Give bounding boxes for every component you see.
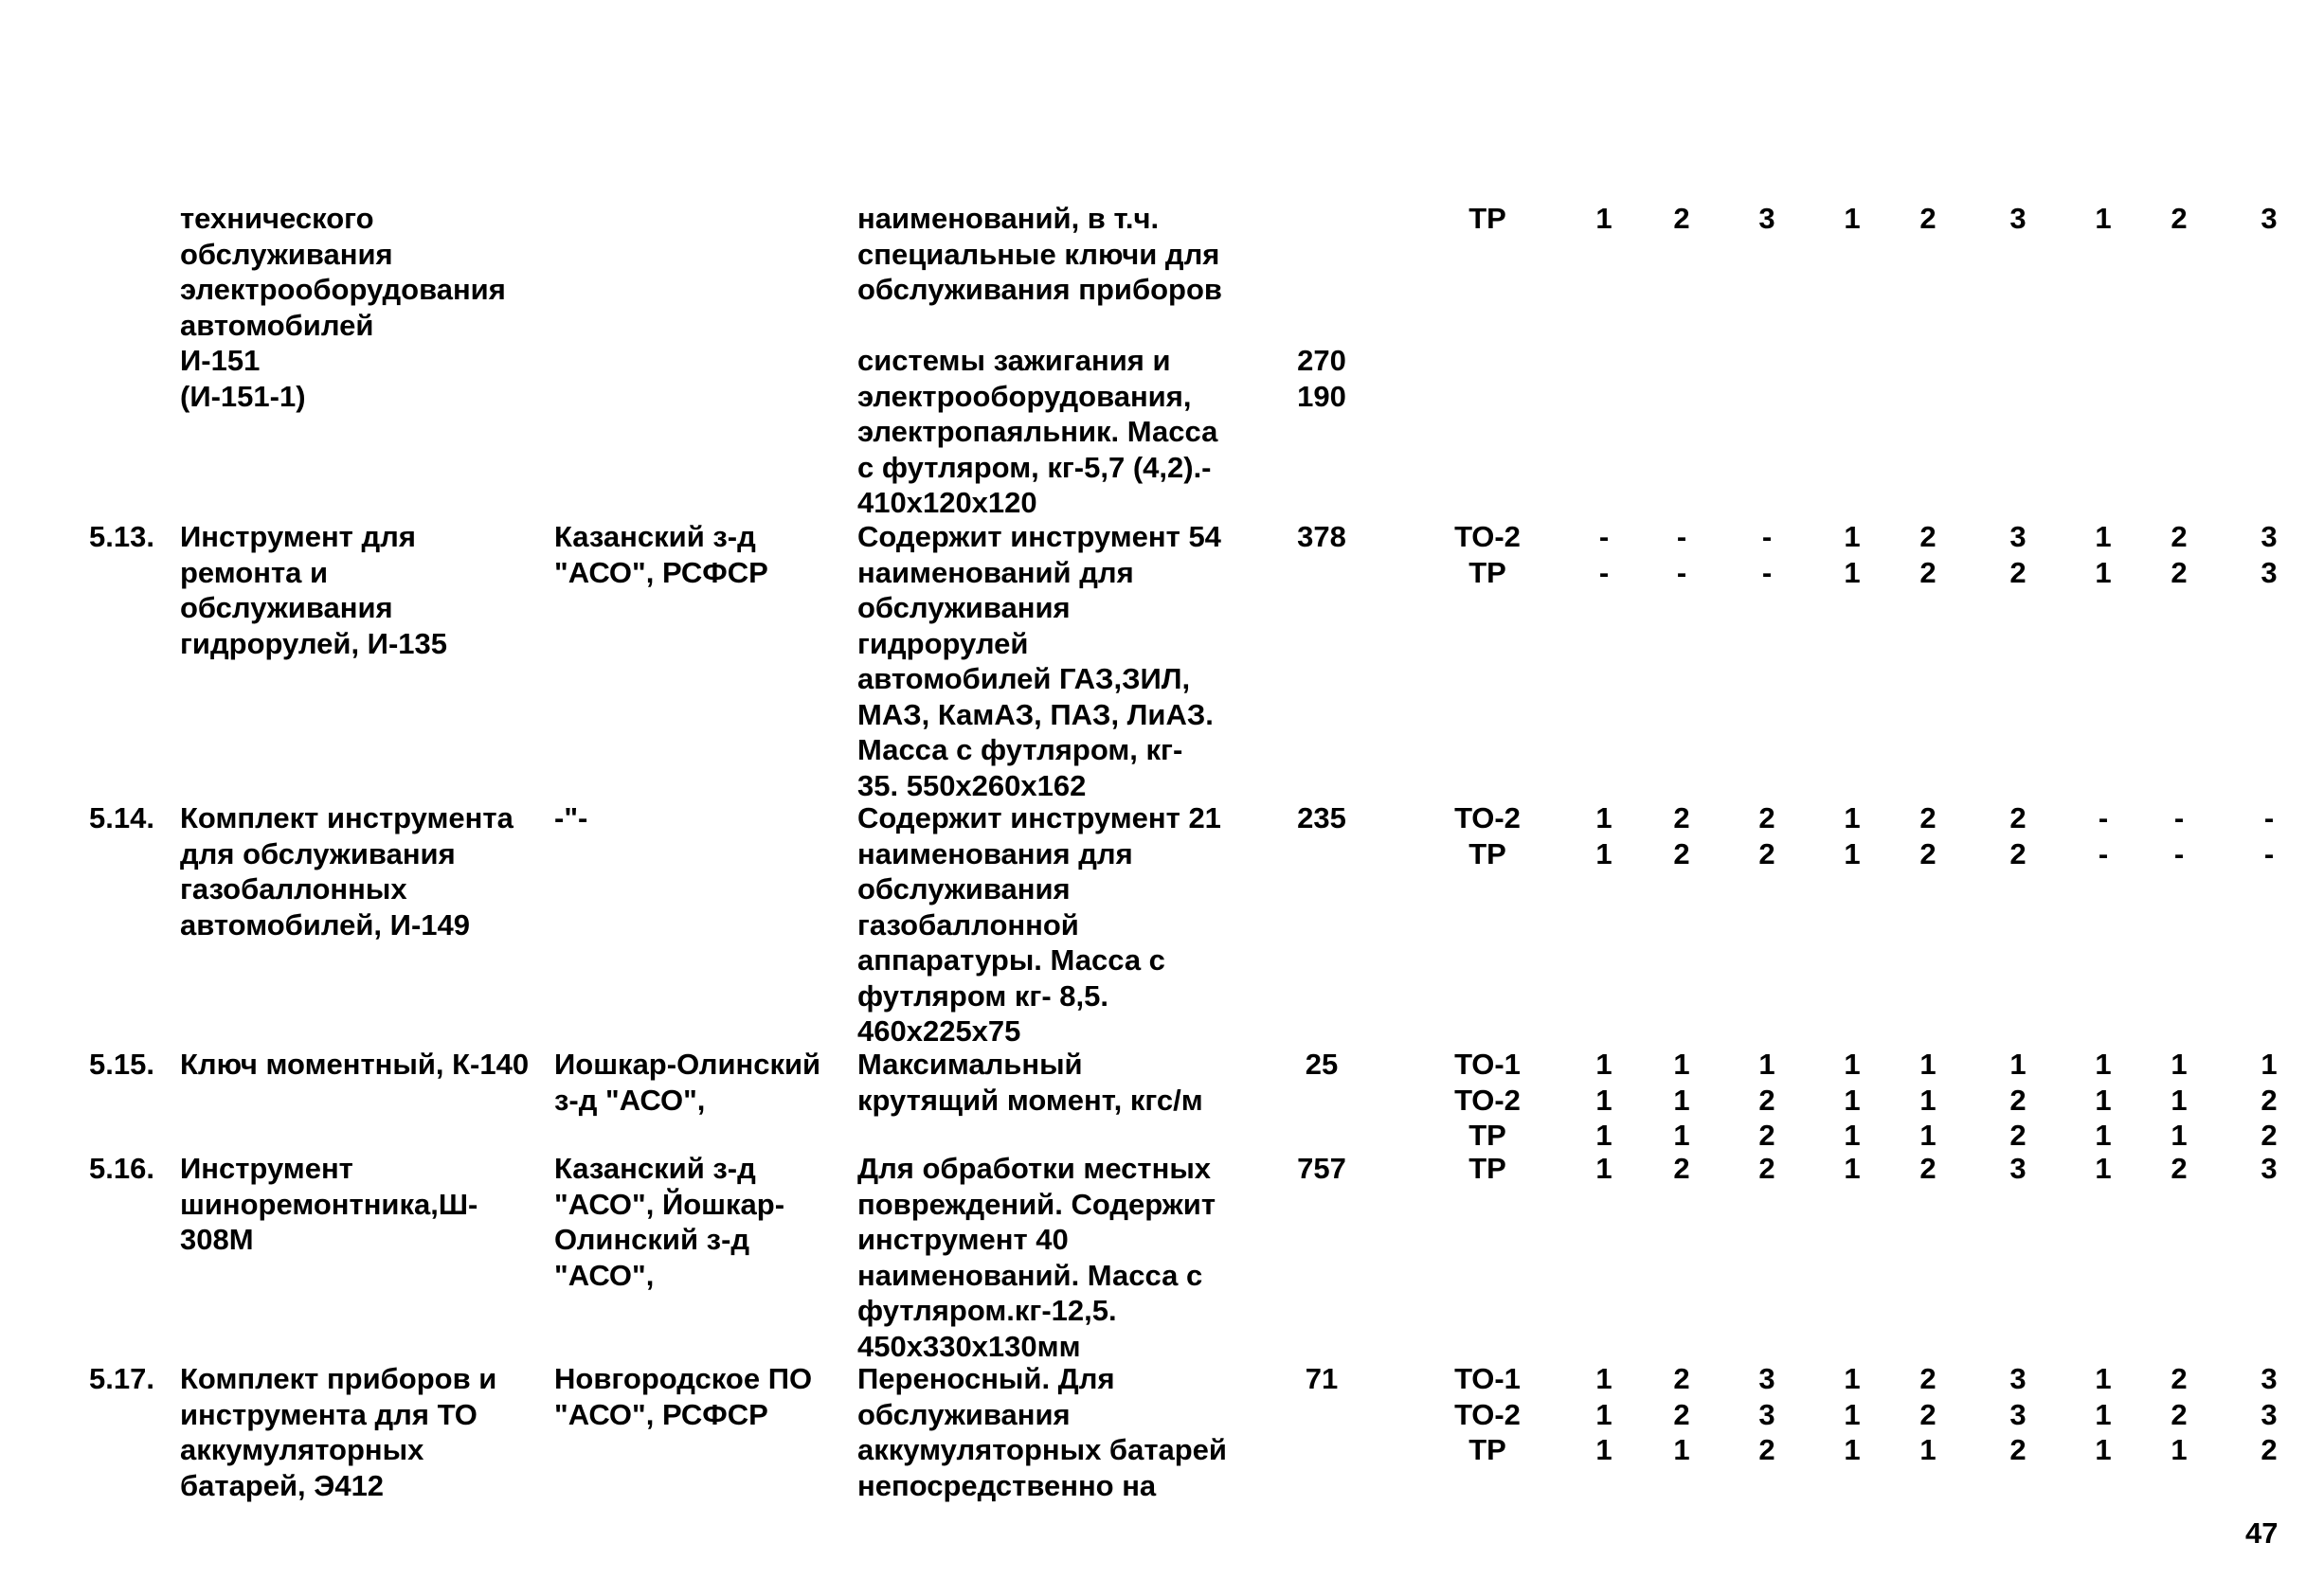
price-line: 25 bbox=[1305, 1048, 1339, 1081]
item-number: 5.15. bbox=[89, 1048, 154, 1081]
quantity-cell: 2 bbox=[1758, 1119, 1775, 1152]
quantity-cell: 1 bbox=[2171, 1083, 2188, 1117]
description bbox=[857, 201, 1222, 521]
quantity-cell: 1 bbox=[1844, 1119, 1861, 1152]
service-type-line: ТР bbox=[1468, 1152, 1506, 1185]
description-line: наименований для bbox=[857, 555, 1134, 589]
description-line: 410х120х120 bbox=[857, 486, 1037, 519]
quantity-cell: - bbox=[2263, 836, 2275, 870]
service-type-line: ТР bbox=[1468, 1119, 1506, 1152]
description-line: Максимальный bbox=[857, 1048, 1083, 1081]
description-line: футляром кг- 8,5. bbox=[857, 978, 1108, 1013]
quantity-cell: 1 bbox=[2261, 1048, 2278, 1081]
quantity-cell: 3 bbox=[1758, 1362, 1775, 1395]
service-type bbox=[1431, 800, 1544, 871]
quantity-cell: 2 bbox=[2009, 1083, 2027, 1117]
quantity-cell: 3 bbox=[1758, 202, 1775, 235]
quantity-cell: 2 bbox=[1919, 555, 1937, 589]
quantity-cell: 2 bbox=[1919, 1152, 1937, 1185]
description-line: Для обработки местных bbox=[857, 1152, 1212, 1185]
manufacturer-line: Казанский з-д bbox=[554, 520, 756, 553]
description-line: крутящий момент, кгс/м bbox=[857, 1083, 1203, 1117]
service-type bbox=[1431, 519, 1544, 590]
manufacturer-line: "АСО", bbox=[554, 1258, 655, 1292]
quantity-cell: 3 bbox=[2261, 520, 2278, 553]
quantity-cell: 1 bbox=[1673, 1048, 1690, 1081]
quantity-cell: 2 bbox=[1758, 836, 1775, 870]
quantity-cell: 1 bbox=[2095, 1362, 2112, 1395]
quantity-cell: 3 bbox=[2009, 1362, 2027, 1395]
item-name-line: автомобилей, И-149 bbox=[180, 907, 470, 941]
quantity-cell: 1 bbox=[1844, 520, 1861, 553]
quantity-cell: 1 bbox=[2095, 1083, 2112, 1117]
description-line: специальные ключи для bbox=[857, 237, 1220, 271]
description-line: автомобилей ГАЗ,ЗИЛ, bbox=[857, 662, 1191, 695]
item-name-line: обслуживания bbox=[180, 591, 393, 624]
item-name-line: Комплект приборов и bbox=[180, 1362, 497, 1395]
quantity-cell: 2 bbox=[2171, 1152, 2188, 1185]
quantity-cell: 2 bbox=[2171, 1397, 2188, 1431]
description-line: наименования для bbox=[857, 836, 1133, 870]
service-type-line: ТО-2 bbox=[1454, 801, 1521, 834]
service-type-line: ТР bbox=[1468, 1433, 1506, 1466]
price-line: 190 bbox=[1297, 379, 1346, 413]
description-line: электропаяльник. Масса bbox=[857, 415, 1218, 448]
page-number: 47 bbox=[2245, 1516, 2279, 1550]
description-line: 450х330х130мм bbox=[857, 1329, 1081, 1363]
item-name-line: Ключ моментный, К-140 bbox=[180, 1048, 530, 1081]
quantity-cell: 1 bbox=[2095, 1433, 2112, 1466]
quantity-cell: 2 bbox=[1673, 1152, 1690, 1185]
quantity-cell: 1 bbox=[1673, 1083, 1690, 1117]
item-name bbox=[180, 201, 506, 414]
quantity-cell: 1 bbox=[2095, 1397, 2112, 1431]
quantity-cell: 2 bbox=[1673, 836, 1690, 870]
quantity-cell: - bbox=[1676, 520, 1687, 553]
item-name-line: (И-151-1) bbox=[180, 379, 306, 413]
service-type-line: ТО-2 bbox=[1454, 520, 1521, 553]
description-line: с футляром, кг-5,7 (4,2).- bbox=[857, 450, 1212, 484]
description-line: наименований, в т.ч. bbox=[857, 202, 1160, 235]
manufacturer bbox=[554, 1361, 812, 1432]
manufacturer bbox=[554, 800, 587, 836]
quantity-cell: 1 bbox=[1595, 202, 1612, 235]
quantity-cell: 2 bbox=[2009, 1119, 2027, 1152]
price-line: 235 bbox=[1297, 801, 1346, 834]
service-type-line: ТО-2 bbox=[1454, 1397, 1521, 1431]
description-line: 460х225х75 bbox=[857, 1014, 1021, 1048]
quantity-cell: 2 bbox=[1758, 1152, 1775, 1185]
service-type-line: ТР bbox=[1468, 202, 1506, 235]
quantity-cell: 1 bbox=[1595, 1048, 1612, 1081]
manufacturer-line: "АСО", РСФСР bbox=[554, 1397, 768, 1431]
description-line: Переносный. Для bbox=[857, 1362, 1115, 1395]
description bbox=[857, 1151, 1216, 1364]
description-line: электрооборудования, bbox=[857, 379, 1192, 413]
price-line bbox=[1293, 272, 1350, 308]
price bbox=[1293, 1047, 1350, 1083]
quantity-cell: 1 bbox=[1844, 836, 1861, 870]
manufacturer bbox=[554, 1151, 784, 1293]
quantity-cell: - bbox=[2173, 836, 2185, 870]
quantity-cell: 2 bbox=[2261, 1083, 2278, 1117]
service-type-line: ТР bbox=[1468, 555, 1506, 589]
service-type bbox=[1431, 1047, 1544, 1154]
description-line: 35. 550х260х162 bbox=[857, 768, 1087, 802]
quantity-cell: 2 bbox=[2171, 555, 2188, 589]
description-line: непосредственно на bbox=[857, 1468, 1157, 1502]
quantity-cell: 1 bbox=[1844, 801, 1861, 834]
price-line bbox=[1293, 237, 1350, 273]
quantity-cell: 1 bbox=[1844, 1048, 1861, 1081]
service-type bbox=[1431, 1151, 1544, 1187]
item-name-line: газобаллонных bbox=[180, 872, 407, 906]
service-type bbox=[1431, 1361, 1544, 1468]
item-name-line: для обслуживания bbox=[180, 836, 456, 870]
quantity-cell: 3 bbox=[1758, 1397, 1775, 1431]
quantity-cell: 3 bbox=[2261, 1362, 2278, 1395]
quantity-cell: 3 bbox=[2261, 202, 2278, 235]
item-name-line: обслуживания bbox=[180, 237, 393, 271]
quantity-cell: 1 bbox=[1919, 1119, 1937, 1152]
quantity-cell: 2 bbox=[2171, 202, 2188, 235]
quantity-cell: - bbox=[1598, 520, 1610, 553]
manufacturer-line: Новгородское ПО bbox=[554, 1362, 813, 1395]
item-number: 5.13. bbox=[89, 520, 154, 553]
manufacturer bbox=[554, 519, 768, 590]
quantity-cell: 1 bbox=[1595, 1152, 1612, 1185]
description bbox=[857, 800, 1221, 1049]
quantity-cell: 1 bbox=[1673, 1433, 1690, 1466]
quantity-cell: 3 bbox=[2261, 1152, 2278, 1185]
item-number: 5.17. bbox=[89, 1362, 154, 1395]
quantity-cell: 3 bbox=[2261, 555, 2278, 589]
quantity-cell: 1 bbox=[2095, 555, 2112, 589]
quantity-cell: 2 bbox=[1919, 836, 1937, 870]
description-line: повреждений. Содержит bbox=[857, 1187, 1216, 1221]
quantity-cell: 2 bbox=[2009, 801, 2027, 834]
quantity-cell: 1 bbox=[2095, 1048, 2112, 1081]
quantity-cell: 3 bbox=[2261, 1397, 2278, 1431]
description-line: обслуживания bbox=[857, 872, 1071, 906]
quantity-cell: 2 bbox=[2171, 520, 2188, 553]
quantity-cell: 1 bbox=[2171, 1433, 2188, 1466]
description-line bbox=[857, 308, 1222, 344]
quantity-cell: 1 bbox=[1595, 836, 1612, 870]
quantity-cell: 1 bbox=[2095, 202, 2112, 235]
item-name bbox=[180, 800, 513, 942]
quantity-cell: 2 bbox=[2009, 555, 2027, 589]
quantity-cell: 1 bbox=[1844, 1433, 1861, 1466]
description-line: Содержит инструмент 54 bbox=[857, 520, 1221, 553]
quantity-cell: 1 bbox=[1758, 1048, 1775, 1081]
quantity-cell: 1 bbox=[1844, 1397, 1861, 1431]
item-name-line: технического bbox=[180, 202, 374, 235]
description-line: обслуживания приборов bbox=[857, 273, 1222, 306]
quantity-cell: 3 bbox=[2009, 1152, 2027, 1185]
service-type-line: ТО-2 bbox=[1454, 1083, 1521, 1117]
description bbox=[857, 1047, 1203, 1118]
description-line: газобаллонной bbox=[857, 907, 1079, 941]
quantity-cell: 2 bbox=[2171, 1362, 2188, 1395]
quantity-cell: 1 bbox=[1844, 1152, 1861, 1185]
manufacturer-line: "АСО", Йошкар- bbox=[554, 1187, 785, 1221]
quantity-cell: - bbox=[2098, 836, 2109, 870]
item-name-line: гидрорулей, И-135 bbox=[180, 626, 448, 660]
quantity-cell: 3 bbox=[2009, 1397, 2027, 1431]
item-name-line: Инструмент для bbox=[180, 520, 416, 553]
manufacturer-line: "АСО", РСФСР bbox=[554, 555, 768, 589]
quantity-cell: 2 bbox=[1919, 1362, 1937, 1395]
quantity-cell: 3 bbox=[2009, 202, 2027, 235]
quantity-cell: 1 bbox=[2095, 1152, 2112, 1185]
item-name-line: 308М bbox=[180, 1223, 254, 1256]
description-line: обслуживания bbox=[857, 591, 1071, 624]
quantity-cell: 1 bbox=[2171, 1119, 2188, 1152]
quantity-cell: 2 bbox=[2261, 1433, 2278, 1466]
quantity-cell: 3 bbox=[2009, 520, 2027, 553]
item-name-line: батарей, Э412 bbox=[180, 1468, 385, 1502]
quantity-cell: 2 bbox=[1919, 801, 1937, 834]
description-line: Масса с футляром, кг- bbox=[857, 733, 1183, 766]
price-line: 71 bbox=[1305, 1362, 1339, 1395]
quantity-cell: 1 bbox=[1595, 1119, 1612, 1152]
item-name-line: И-151 bbox=[180, 344, 261, 377]
description-line: инструмент 40 bbox=[857, 1223, 1069, 1256]
quantity-cell: 1 bbox=[1595, 1433, 1612, 1466]
description-line: системы зажигания и bbox=[857, 344, 1171, 377]
item-name-line: инструмента для ТО bbox=[180, 1397, 477, 1431]
description-line: наименований. Масса с bbox=[857, 1258, 1203, 1292]
quantity-cell: 2 bbox=[1758, 801, 1775, 834]
price-line: 270 bbox=[1297, 344, 1346, 377]
description-line: Содержит инструмент 21 bbox=[857, 801, 1221, 834]
item-name bbox=[180, 1151, 477, 1258]
service-type-line: ТР bbox=[1468, 836, 1506, 870]
manufacturer-line: Иошкар-Олинский bbox=[554, 1048, 821, 1081]
description bbox=[857, 1361, 1227, 1503]
description bbox=[857, 519, 1221, 803]
quantity-cell: 1 bbox=[1844, 1362, 1861, 1395]
price bbox=[1293, 519, 1350, 555]
quantity-cell: 2 bbox=[1919, 520, 1937, 553]
price-line: 757 bbox=[1297, 1152, 1346, 1185]
item-name-line: Инструмент bbox=[180, 1152, 353, 1185]
manufacturer-line: -"- bbox=[554, 801, 588, 834]
item-name-line: электрооборудования bbox=[180, 273, 506, 306]
quantity-cell: 1 bbox=[2171, 1048, 2188, 1081]
item-name bbox=[180, 1047, 529, 1083]
item-number: 5.14. bbox=[89, 801, 154, 834]
service-type-line: ТО-1 bbox=[1454, 1048, 1521, 1081]
quantity-cell: - bbox=[2173, 801, 2185, 834]
price bbox=[1293, 1151, 1350, 1187]
description-line: гидрорулей bbox=[857, 626, 1029, 660]
price bbox=[1293, 201, 1350, 414]
description-line: МАЗ, КамАЗ, ПАЗ, ЛиАЗ. bbox=[857, 697, 1214, 731]
quantity-cell: - bbox=[1761, 555, 1773, 589]
quantity-cell: - bbox=[2263, 801, 2275, 834]
price-line bbox=[1293, 201, 1350, 237]
quantity-cell: 2 bbox=[2009, 1433, 2027, 1466]
quantity-cell: 1 bbox=[1595, 1083, 1612, 1117]
description-line: аккумуляторных батарей bbox=[857, 1433, 1227, 1466]
price-line bbox=[1293, 308, 1350, 344]
quantity-cell: - bbox=[1676, 555, 1687, 589]
description-line: обслуживания bbox=[857, 1397, 1071, 1431]
description-line: футляром.кг-12,5. bbox=[857, 1294, 1117, 1327]
quantity-cell: 1 bbox=[1844, 555, 1861, 589]
item-name-line: аккумуляторных bbox=[180, 1433, 424, 1466]
quantity-cell: 2 bbox=[1758, 1433, 1775, 1466]
price bbox=[1293, 1361, 1350, 1397]
quantity-cell: 2 bbox=[1673, 1362, 1690, 1395]
manufacturer-line: з-д "АСО", bbox=[554, 1083, 706, 1117]
item-number: 5.16. bbox=[89, 1152, 154, 1185]
quantity-cell: 2 bbox=[2261, 1119, 2278, 1152]
quantity-cell: 1 bbox=[1844, 1083, 1861, 1117]
manufacturer-line: Казанский з-д bbox=[554, 1152, 756, 1185]
quantity-cell: 2 bbox=[1758, 1083, 1775, 1117]
quantity-cell: 1 bbox=[1673, 1119, 1690, 1152]
quantity-cell: 1 bbox=[1919, 1083, 1937, 1117]
quantity-cell: - bbox=[2098, 801, 2109, 834]
quantity-cell: - bbox=[1761, 520, 1773, 553]
item-name-line: автомобилей bbox=[180, 308, 374, 342]
service-type-line: ТО-1 bbox=[1454, 1362, 1521, 1395]
quantity-cell: 2 bbox=[1673, 801, 1690, 834]
quantity-cell: 1 bbox=[2009, 1048, 2027, 1081]
quantity-cell: 1 bbox=[1844, 202, 1861, 235]
quantity-cell: 2 bbox=[1919, 202, 1937, 235]
manufacturer bbox=[554, 1047, 820, 1118]
quantity-cell: 2 bbox=[1673, 202, 1690, 235]
service-type bbox=[1431, 201, 1544, 237]
quantity-cell: 1 bbox=[1595, 1397, 1612, 1431]
quantity-cell: - bbox=[1598, 555, 1610, 589]
item-name bbox=[180, 519, 447, 661]
manufacturer-line: Олинский з-д bbox=[554, 1223, 750, 1256]
quantity-cell: 1 bbox=[1919, 1433, 1937, 1466]
quantity-cell: 1 bbox=[1595, 1362, 1612, 1395]
quantity-cell: 1 bbox=[1595, 801, 1612, 834]
quantity-cell: 2 bbox=[1673, 1397, 1690, 1431]
quantity-cell: 1 bbox=[2095, 520, 2112, 553]
quantity-cell: 1 bbox=[1919, 1048, 1937, 1081]
item-name-line: ремонта и bbox=[180, 555, 329, 589]
item-name-line: шиноремонтника,Ш- bbox=[180, 1187, 478, 1221]
price bbox=[1293, 800, 1350, 836]
description-line: аппаратуры. Масса с bbox=[857, 943, 1165, 977]
quantity-cell: 1 bbox=[2095, 1119, 2112, 1152]
price-line: 378 bbox=[1297, 520, 1346, 553]
item-name bbox=[180, 1361, 496, 1503]
quantity-cell: 2 bbox=[1919, 1397, 1937, 1431]
quantity-cell: 2 bbox=[2009, 836, 2027, 870]
item-name-line: Комплект инструмента bbox=[180, 801, 513, 834]
